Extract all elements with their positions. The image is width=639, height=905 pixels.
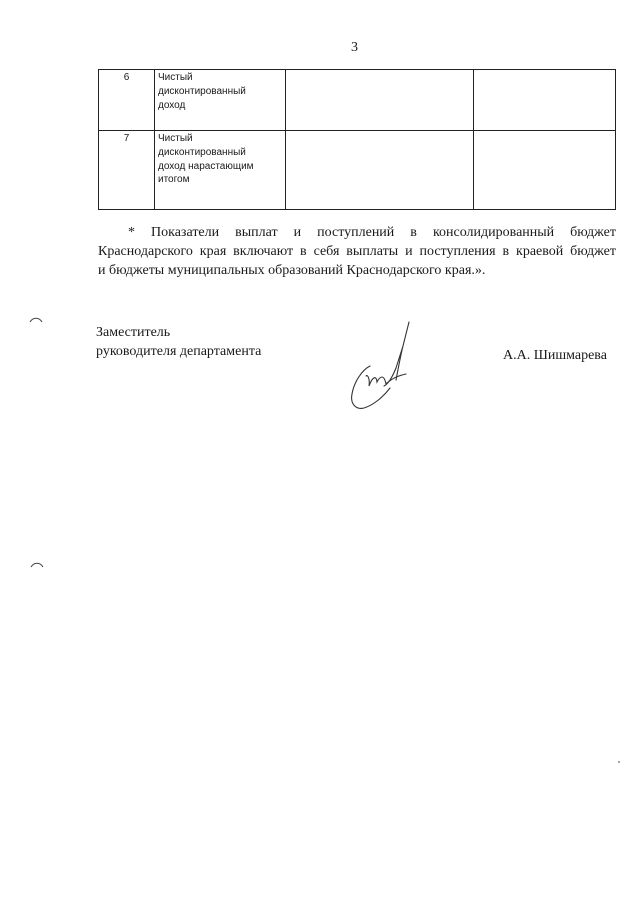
value-cell bbox=[474, 131, 616, 210]
signer-title-line: руководителя департамента bbox=[96, 343, 262, 359]
footnote bbox=[98, 224, 616, 281]
row-number-cell bbox=[99, 70, 155, 131]
table-row bbox=[99, 70, 616, 131]
indicator-name-cell bbox=[155, 70, 286, 131]
handwritten-signature bbox=[340, 318, 420, 418]
footnote-line: Краснодарского края включают в себя выплаты и поступления в краевой бюджет bbox=[98, 243, 616, 259]
row-number: 7 bbox=[123, 133, 130, 144]
indicator-name: Чистый дисконтированный доход нарастающим итогом bbox=[158, 133, 254, 186]
page-number: 3 bbox=[351, 40, 358, 55]
table-row bbox=[99, 131, 616, 210]
signer-title bbox=[96, 324, 261, 362]
row-number-cell bbox=[99, 131, 155, 210]
indicators-table bbox=[98, 69, 616, 210]
indicator-name-cell bbox=[155, 131, 286, 210]
signer-name: А.А. Шишмарева bbox=[503, 348, 607, 363]
punch-hole-mark bbox=[29, 316, 43, 324]
value-cell bbox=[474, 70, 616, 131]
value-cell bbox=[286, 131, 474, 210]
indicator-name: Чистый дисконтированный доход bbox=[158, 72, 246, 111]
row-number: 6 bbox=[123, 72, 130, 83]
footnote-line: и бюджеты муниципальных образований Краснодарского края.». bbox=[98, 262, 486, 278]
footnote-line: * Показатели выплат и поступлений в консолидированный бюджет bbox=[128, 225, 616, 240]
punch-hole-mark bbox=[30, 561, 44, 569]
signer-title-line: Заместитель bbox=[96, 325, 171, 340]
value-cell bbox=[286, 70, 474, 131]
scan-speck bbox=[618, 761, 620, 763]
